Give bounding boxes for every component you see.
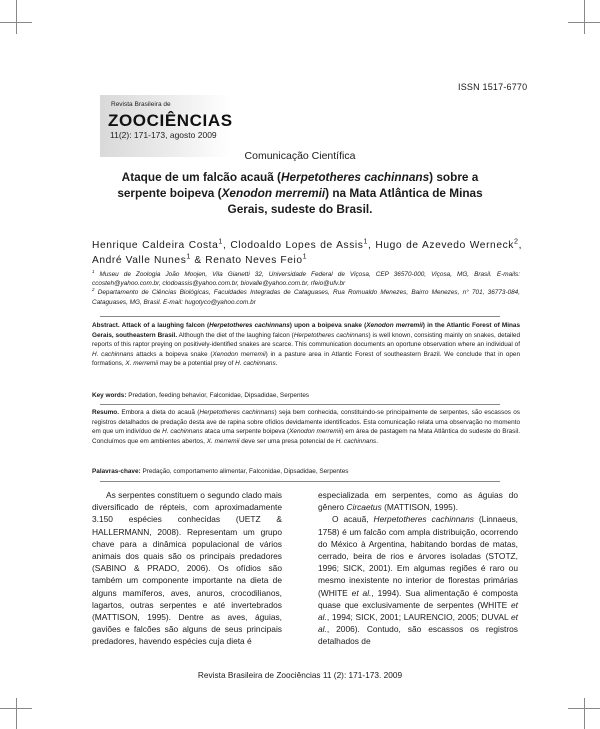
body-column-right [318, 489, 518, 648]
crop-mark [584, 698, 585, 729]
crop-mark [16, 698, 17, 729]
journal-title: ZOOCIÊNCIAS [108, 111, 233, 130]
body-column-left [92, 489, 282, 648]
keywords: Key words: Predation, feeding behavior, Falconidae, Dipsadidae, Serpentes [92, 392, 310, 399]
abstract: Abstract. Attack of a laughing falcon (Herpetotheres cachinnans) upon a boipeva snake (Xenodon merremii) in the Atlantic Forest of Minas Gerais, southeastern Brasil. Although the diet of the laughing falcon (Herpetotheres cachinnans) is well known, consisting mainly on snakes, detailed reports of this raptor preying on positively-identified snakes are scarce. This communication documents an oportune observation where an individual of H. cachinnans attacks a boipeva snake (Xenodon merremii) in a pasture area in Atlantic Forest of southeastern Brazil. We conclude that in open formations, X. merremii may be a potential prey of H. cachinnans. [92, 322, 521, 368]
crop-mark [584, 0, 585, 34]
crop-mark [16, 0, 17, 34]
body-paragraph: As serpentes constituem o segundo clado mais diversificado de répteis, com aproximadamente 3.150 espécies conhecidas (UETZ & HALLERMANN, 2008). Representam um grupo chave para a dinâmica populacional de vários animais dos quais são os principais predadores (SABINO & PRADO, 2006). Os ofídios são também um componente importante na dieta de alguns mamíferos, aves, anuros, crocodilianos, lagartos, outras serpentes e até invertebrados (MATTISON, 1995). Dentre as aves, águias, gaviões e falcões são alguns de seus principais predadores, havendo espécies cuja dieta é [92, 490, 282, 647]
affiliation-2: $^2$ Departamento de Ciências Biológicas, Faculdades Integradas de Cataguases, Rua Romualdo Menezes, Bairro Menezes, n° 701, 36773-084, Cataguases, MG, Brasil. E-mail: hugotyco@yahoo.com.br [92, 287, 521, 306]
affiliation-1: $^1$ Museu de Zoologia João Moojen, Vila Gianetti 32, Universidade Federal de Viçosa, CEP 36570-000, Viçosa, MG, Brasil. E-mails: ccosteh@yahoo.com.br, clodoassis@yahoo.com.br, biovalle@yahoo.com.br, rfeio@ufv.br [92, 268, 520, 288]
author-list: Henrique Caldeira Costa$^1$, Clodoaldo Lopes de Assis$^1$, Hugo de Azevedo Werneck$^2$, André Valle Nunes$^1$ & Renato Neves Feio$^1$ [92, 237, 522, 266]
body-paragraph: O acauã, Herpetotheres cachinnans (Linnaeus, 1758) é um falcão com ampla distribuição, ocorrendo do México à Argentina, habitando bordas de matas, cerrado, beira de rios e árvores isoladas (STOTZ, 1996; SICK, 2001). Em algumas regiões é raro ou mesmo inexistente no interior de florestas primárias (WHITE et al., 1994). Sua alimentação é composta quase que exclusivamente de serpentes (WHITE et al., 1994; SICK, 2001; LAURENCIO, 2005; DUVAL et al., 2006). Contudo, são escassos os registros detalhados de [318, 514, 518, 647]
section-label: Comunicação Científica [244, 150, 356, 162]
divider [100, 316, 500, 317]
crop-mark [568, 708, 600, 709]
page-footer: Revista Brasileira de Zoociências 11 (2): 171-173. 2009 [197, 670, 403, 680]
affiliations [92, 270, 520, 307]
article-title: Ataque de um falcão acauã (Herpetotheres cachinnans) sobre a serpente boipeva (Xenodon merremii) na Mata Atlântica de Minas Gerais, sudeste do Brasil. [117, 170, 483, 216]
divider [100, 481, 500, 482]
palavras-chave: Palavras-chave: Predação, comportamento alimentar, Falconidae, Dipsadidae, Serpentes [92, 468, 349, 475]
journal-subtitle: Revista Brasileira de [111, 101, 171, 108]
divider [100, 404, 500, 405]
issn: ISSN 1517-6770 [458, 82, 528, 92]
journal-issue: 11(2): 171-173, agosto 2009 [110, 130, 217, 140]
crop-mark [0, 708, 32, 709]
resumo: Resumo. Embora a dieta do acauã (Herpetotheres cachinnans) seja bem conhecida, constituindo-se principalmente de serpentes, são escassos os registros detalhados de predação desta ave de rapina sobre ofídios devidamente identificados. Esta comunicação relata uma observação no momento em que um indivíduo de H. cachinnans ataca uma serpente boipeva (Xenodon merremii) em área de pastagem na Mata Atlântica do sudeste do Brasil. Concluímos que em ambientes abertos, X. merremii deve ser uma presa potencial de H. cachinnans. [92, 409, 521, 445]
body-paragraph: especializada em serpentes, como as águias do gênero Circaetus (MATTISON, 1995). [318, 490, 518, 513]
crop-mark [0, 22, 32, 23]
crop-mark [568, 22, 600, 23]
